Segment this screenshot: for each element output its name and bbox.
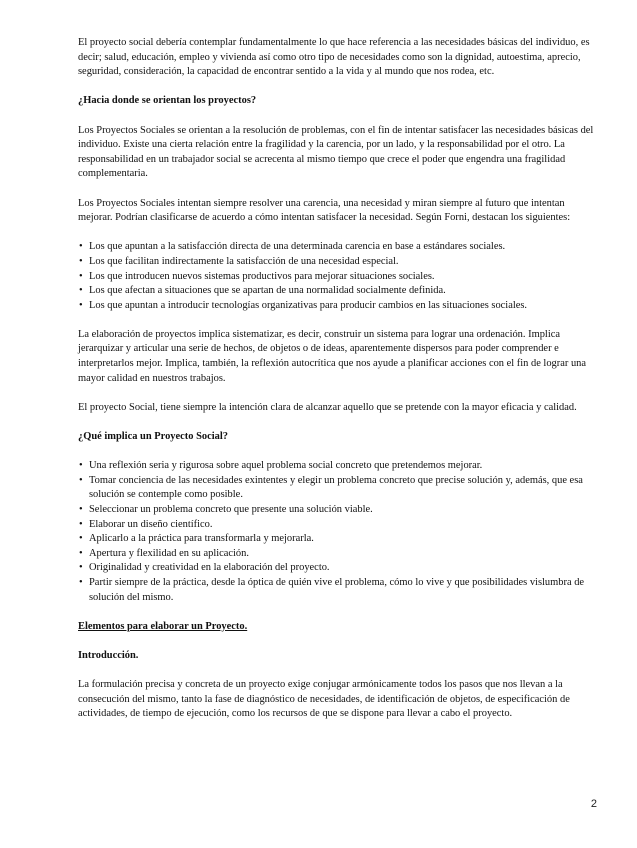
- paragraph-systematize: La elaboración de proyectos implica sistematizar, es decir, construir un sistema para lograr una ordenación. Implica jerarquizar y articular una serie de hechos, de objetos o de ideas, aparentemente dispersos para poder comprender e interpretarlos mejor. Implica, también, la reflexión autocrítica que nos ayude a planificar acciones con el fin de lograr una mayor calidad en nuestros trabajos.: [78, 328, 587, 384]
- paragraph-formulation: La formulación precisa y concreta de un proyecto exige conjugar armónicamente todos los pasos que nos llevan a la consecución del mismo, tanto la fase de diagnóstico de necesidades, de identificación de objetos, de especificación de actividades, de tiempo de ejecución, como los recursos de que se dispone para llevar a cabo el proyecto.: [78, 679, 570, 720]
- heading-implications: ¿Qué implica un Proyecto Social?: [78, 431, 228, 443]
- paragraph-intro: El proyecto social debería contemplar fundamentalmente lo que hace referencia a las necesidades básicas del individuo, es decir; salud, educación, empleo y vivienda así como otro tipo de necesidades como son la dignidad, autoestima, aprecio, seguridad, consideración, la capacidad de encontrar sentido a la vida y al mundo que nos rodea, etc.: [78, 37, 590, 78]
- heading-elements: Elementos para elaborar un Proyecto.: [78, 620, 248, 632]
- list-item: • Los que introducen nuevos sistemas productivos para mejorar situaciones sociales.: [78, 270, 598, 285]
- list-item: • Una reflexión seria y rigurosa sobre aquel problema social concreto que pretendemos mejorar.: [78, 459, 598, 474]
- list-item: • Partir siempre de la práctica, desde la óptica de quién vive el problema, cómo lo vive y que posibilidades vislumbra de solución del mismo.: [78, 576, 598, 605]
- heading-introduction: Introducción.: [78, 649, 139, 661]
- list-item: • Elaborar un diseño científico.: [78, 518, 598, 533]
- list-item: • Apertura y flexilidad en su aplicación.: [78, 547, 598, 562]
- list-item: • Seleccionar un problema concreto que presente una solución viable.: [78, 503, 598, 518]
- document-page: [78, 36, 598, 737]
- list-item: • Los que apuntan a introducir tecnologías organizativas para producir cambios en las situaciones sociales.: [78, 299, 598, 314]
- paragraph-intention: El proyecto Social, tiene siempre la intención clara de alcanzar aquello que se pretende con la mayor eficacia y calidad.: [78, 401, 577, 413]
- paragraph-orientation: Los Proyectos Sociales se orientan a la resolución de problemas, con el fin de intentar satisfacer las necesidades básicas del individuo. Existe una cierta relación entre la fragilidad y la carencia, por un lado, y la responsabilidad por el otro. La responsabilidad en un trabajador social se acrecenta al mismo tiempo que crece el poder que engendra una fragilidad complementaria.: [78, 124, 594, 180]
- list-item: • Originalidad y creatividad en la elaboración del proyecto.: [78, 561, 598, 576]
- paragraph-classification: Los Proyectos Sociales intentan siempre resolver una carencia, una necesidad y miran siempre al futuro que intentan mejorar. Podrían clasificarse de acuerdo a cómo intentan satisfacer la necesidad. Según Forni, destacan los siguientes:: [78, 197, 571, 224]
- list-item: • Aplicarlo a la práctica para transformarla y mejorarla.: [78, 532, 598, 547]
- implications-list: [78, 459, 598, 605]
- list-item: • Los que facilitan indirectamente la satisfacción de una necesidad especial.: [78, 255, 598, 270]
- list-item: • Los que apuntan a la satisfacción directa de una determinada carencia en base a estándares sociales.: [78, 240, 598, 255]
- page-number: 2: [590, 798, 597, 810]
- list-item: • Los que afectan a situaciones que se apartan de una normalidad socialmente definida.: [78, 284, 598, 299]
- heading-orientation: ¿Hacia donde se orientan los proyectos?: [78, 95, 257, 107]
- list-item: • Tomar conciencia de las necesidades exintentes y elegir un problema concreto que precise solución y, además, que esa solución se contemple como posible.: [78, 474, 598, 503]
- project-types-list: [78, 240, 598, 313]
